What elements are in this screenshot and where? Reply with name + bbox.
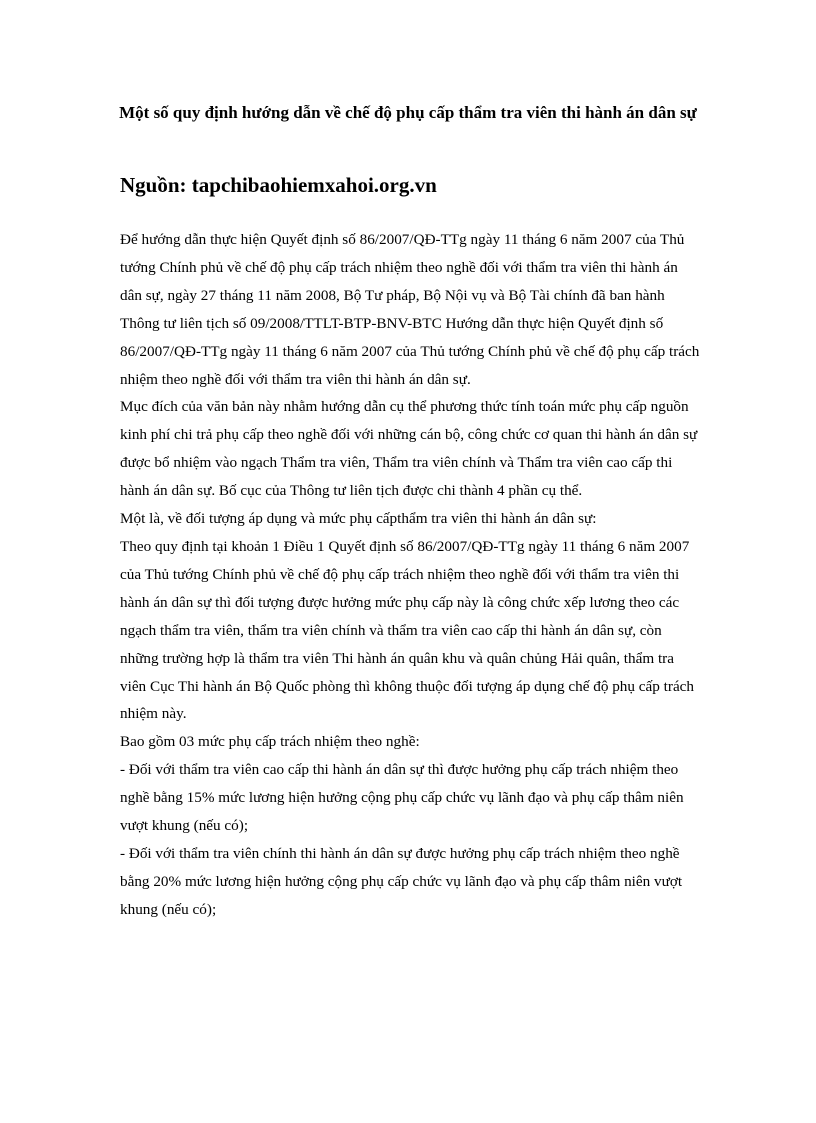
body-text xyxy=(120,226,700,924)
source-value: tapchibaohiemxahoi.org.vn xyxy=(191,173,437,197)
source-label: Nguồn: xyxy=(120,173,192,197)
paragraph-allowance-levels: Bao gồm 03 mức phụ cấp trách nhiệm theo nghề: xyxy=(120,733,420,751)
paragraph-purpose: Mục đích của văn bản này nhằm hướng dẫn cụ thể phương thức tính toán mức phụ cấp nguồn kinh phí chi trả phụ cấp theo nghề đối với những cán bộ, công chức cơ quan thi hành án dân sự được bổ nhiệm vào ngạch Thẩm tra viên, Thẩm tra viên chính và Thẩm tra viên cao cấp thi hành án dân sự. Bố cục của Thông tư liên tịch được chi thành 4 phần cụ thể. xyxy=(120,398,698,500)
paragraph-applicable-subjects: Theo quy định tại khoản 1 Điều 1 Quyết định số 86/2007/QĐ-TTg ngày 11 tháng 6 năm 2007 của Thủ tướng Chính phủ về chế độ phụ cấp trách nhiệm theo nghề đối với thẩm tra viên thi hành án dân sự thì đối tượng được hưởng mức phụ cấp này là công chức xếp lương theo các ngạch thẩm tra viên, thẩm tra viên chính và thẩm tra viên cao cấp thi hành án dân sự, còn những trường hợp là thẩm tra viên Thi hành án quân khu và quân chủng Hải quân, thẩm tra viên Cục Thi hành án Bộ Quốc phòng thì không thuộc đối tượng áp dụng chế độ phụ cấp trách nhiệm này. xyxy=(120,537,695,723)
paragraph-section-one-heading: Một là, về đối tượng áp dụng và mức phụ cấpthẩm tra viên thi hành án dân sự: xyxy=(120,510,597,528)
source-line xyxy=(120,171,437,199)
document-title: Một số quy định hướng dẫn về chế độ phụ cấp thẩm tra viên thi hành án dân sự xyxy=(119,103,697,122)
paragraph-senior-inspector: - Đối với thẩm tra viên cao cấp thi hành án dân sự thì được hưởng phụ cấp trách nhiệm theo nghề bằng 15% mức lương hiện hưởng cộng phụ cấp chức vụ lãnh đạo và phụ cấp thâm niên vượt khung (nếu có); xyxy=(120,761,684,835)
paragraph-principal-inspector: - Đối với thẩm tra viên chính thi hành án dân sự được hưởng phụ cấp trách nhiệm theo nghề bằng 20% mức lương hiện hưởng cộng phụ cấp chức vụ lãnh đạo và phụ cấp thâm niên vượt khung (nếu có); xyxy=(120,844,683,918)
paragraph-intro: Để hướng dẫn thực hiện Quyết định số 86/2007/QĐ-TTg ngày 11 tháng 6 năm 2007 của Thủ tướng Chính phủ về chế độ phụ cấp trách nhiệm theo nghề đối với thẩm tra viên thi hành án dân sự, ngày 27 tháng 11 năm 2008, Bộ Tư pháp, Bộ Nội vụ và Bộ Tài chính đã ban hành Thông tư liên tịch số 09/2008/TTLT-BTP-BNV-BTC Hướng dẫn thực hiện Quyết định số 86/2007/QĐ-TTg ngày 11 tháng 6 năm 2007 của Thủ tướng Chính phủ về chế độ phụ cấp trách nhiệm theo nghề đối với thẩm tra viên thi hành án dân sự. xyxy=(120,231,700,388)
